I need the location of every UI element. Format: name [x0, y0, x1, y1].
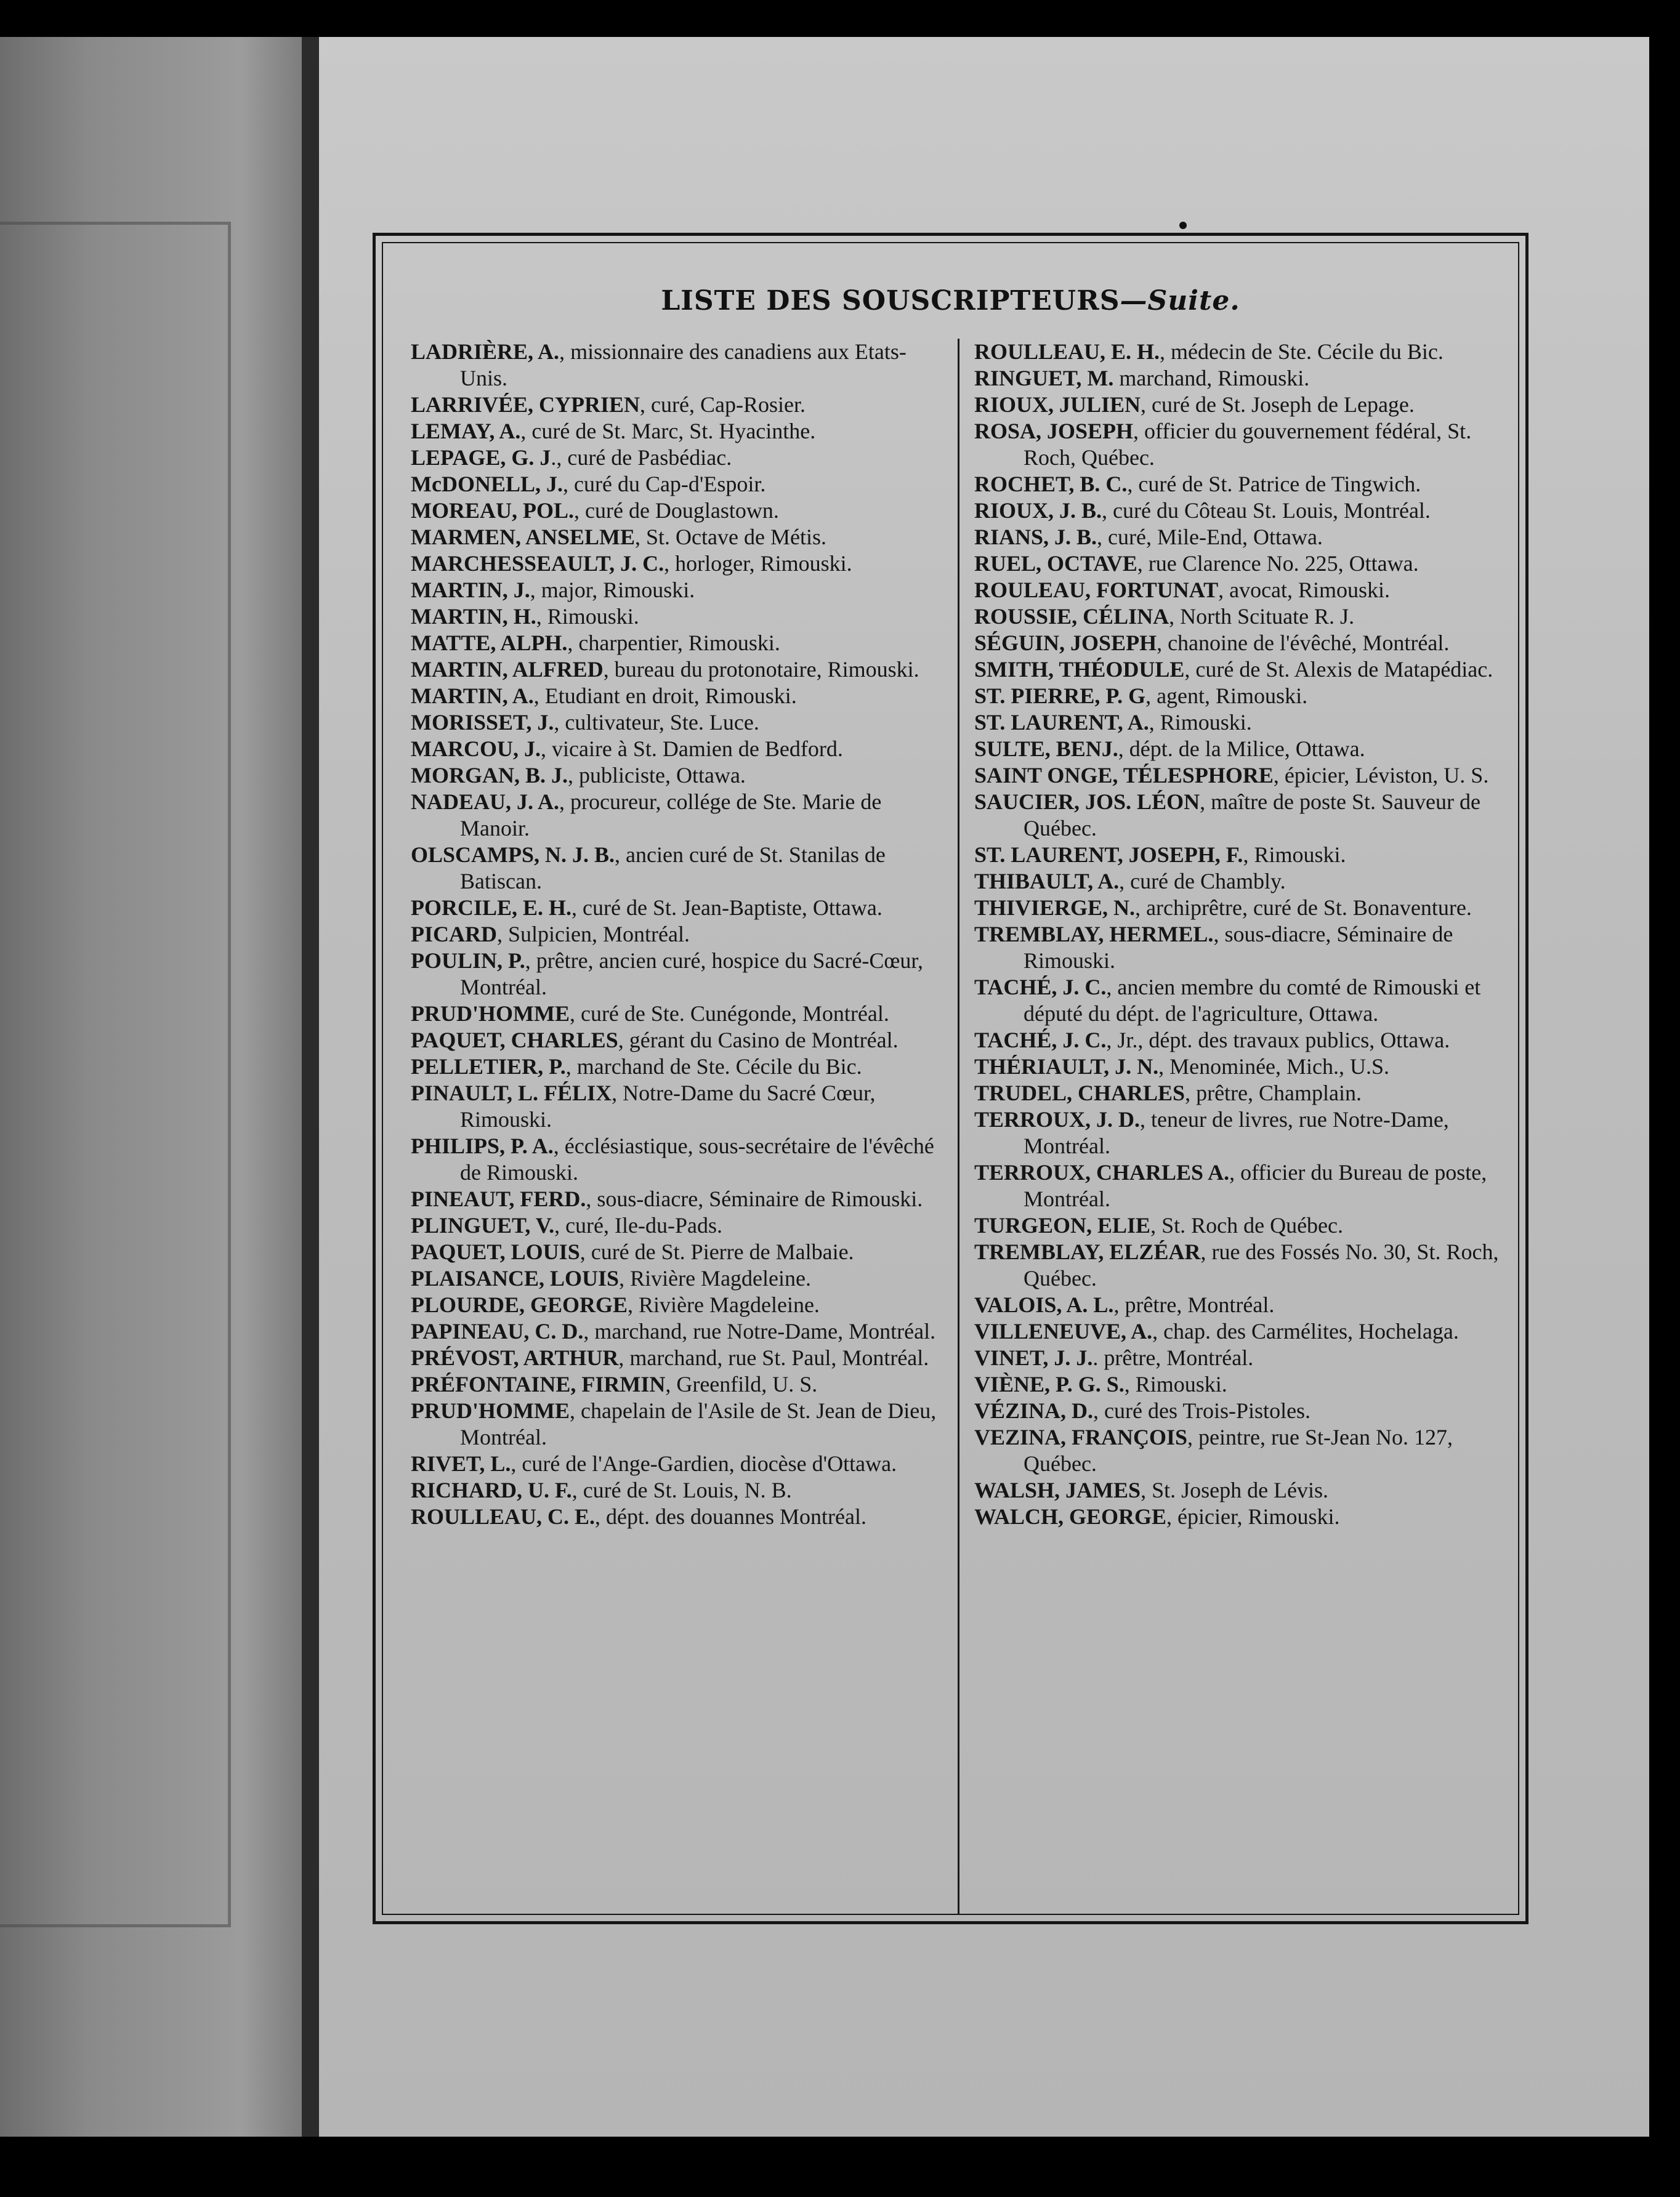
subscriber-name: ROULLEAU, E. H.	[974, 339, 1160, 364]
subscriber-details: , North Scituate R. J.	[1169, 604, 1355, 629]
subscriber-name: PRUD'HOMME	[411, 1398, 570, 1423]
subscriber-name: PAQUET, LOUIS	[411, 1240, 580, 1264]
subscriber-details: , Sulpicien, Montréal.	[497, 922, 690, 946]
subscriber-entry	[974, 1345, 1504, 1371]
subscriber-entry	[974, 471, 1504, 498]
subscriber-entry	[411, 921, 940, 948]
subscriber-details: , gérant du Casino de Montréal.	[618, 1028, 899, 1052]
column-divider	[958, 339, 959, 1915]
subscriber-details: , prêtre, Montréal.	[1113, 1292, 1275, 1317]
subscriber-entry	[974, 577, 1504, 603]
subscriber-name: POULIN, P.	[411, 948, 525, 973]
subscriber-details: , marchand, rue Notre-Dame, Montréal.	[583, 1319, 936, 1344]
subscriber-details: , ancien curé de St. Stanilas de Batiscan.	[460, 842, 886, 893]
subscriber-details: , épicier, Léviston, U. S.	[1273, 763, 1489, 788]
subscriber-name: PAPINEAU, C. D.	[411, 1319, 584, 1344]
title-suffix: —Suite.	[1120, 285, 1240, 316]
subscriber-details: , St. Joseph de Lévis.	[1141, 1478, 1329, 1502]
subscriber-details: , horloger, Rimouski.	[664, 551, 852, 576]
subscriber-name: TERROUX, J. D.	[974, 1107, 1141, 1132]
subscriber-name: LADRIÈRE, A.	[411, 339, 560, 364]
subscriber-entry	[974, 550, 1504, 577]
subscriber-entry	[974, 1107, 1504, 1159]
subscriber-details: , curé de St. Alexis de Matapédiac.	[1184, 657, 1493, 682]
subscriber-name: NADEAU, J. A.	[411, 789, 560, 814]
subscriber-name: PELLETIER, P.	[411, 1054, 566, 1079]
subscriber-name: SAUCIER, JOS. LÉON	[974, 789, 1200, 814]
subscriber-name: WALCH, GEORGE	[974, 1504, 1167, 1529]
subscriber-name: TERROUX, CHARLES A.	[974, 1160, 1230, 1185]
subscriber-entry	[411, 1451, 940, 1477]
subscriber-entry	[974, 683, 1504, 709]
subscriber-name: PLAISANCE, LOUIS	[411, 1266, 620, 1291]
subscriber-details: , curé de St. Jean-Baptiste, Ottawa.	[571, 895, 882, 920]
subscriber-entry	[974, 630, 1504, 656]
subscriber-details: , sous-diacre, Séminaire de Rimouski.	[1024, 922, 1453, 973]
subscriber-details: , sous-diacre, Séminaire de Rimouski.	[586, 1187, 923, 1211]
subscriber-details: , publiciste, Ottawa.	[568, 763, 746, 788]
subscriber-name: PINAULT, L. FÉLIX	[411, 1081, 612, 1105]
subscriber-details: , curé de Douglastown.	[574, 498, 779, 523]
subscriber-name: LARRIVÉE, CYPRIEN	[411, 392, 640, 417]
subscriber-details: , Rivière Magdeleine.	[628, 1292, 820, 1317]
subscriber-details: , rue des Fossés No. 30, St. Roch, Québec.	[1024, 1240, 1499, 1291]
subscriber-entry	[411, 392, 940, 418]
adjacent-page-frame	[0, 222, 231, 1927]
subscriber-name: ROUSSIE, CÉLINA	[974, 604, 1169, 629]
subscriber-details: , St. Roch de Québec.	[1150, 1213, 1344, 1238]
adjacent-page	[0, 37, 302, 2137]
subscriber-name: TRUDEL, CHARLES	[974, 1081, 1185, 1105]
subscriber-details: , curé, Mile-End, Ottawa.	[1097, 525, 1323, 549]
subscriber-name: PRUD'HOMME	[411, 1001, 570, 1026]
subscriber-name: ST. PIERRE, P. G	[974, 683, 1146, 708]
subscriber-name: ROULLEAU, C. E.	[411, 1504, 596, 1529]
subscriber-entry	[974, 1371, 1504, 1398]
subscriber-entry	[411, 1292, 940, 1318]
left-column	[411, 339, 940, 1530]
ink-dot	[1179, 222, 1187, 229]
subscriber-entry	[411, 603, 940, 630]
subscriber-details: , Rimouski.	[1243, 842, 1346, 867]
subscriber-entry	[974, 1212, 1504, 1239]
title-text: LISTE DES SOUSCRIPTEURS	[661, 285, 1120, 316]
subscriber-name: SÉGUIN, JOSEPH	[974, 631, 1157, 655]
subscriber-name: THIVIERGE, N.	[974, 895, 1136, 920]
subscriber-name: MORISSET, J.	[411, 710, 554, 735]
subscriber-name: MARMEN, ANSELME	[411, 525, 636, 549]
subscriber-details: , marchand de Ste. Cécile du Bic.	[565, 1054, 862, 1079]
page-title	[383, 285, 1518, 316]
subscriber-entry	[974, 339, 1504, 365]
subscriber-name: ST. LAURENT, A.	[974, 710, 1149, 735]
subscriber-entry	[411, 1398, 940, 1451]
subscriber-name: MARTIN, A.	[411, 683, 534, 708]
subscriber-entry	[974, 365, 1504, 392]
subscriber-entry	[974, 418, 1504, 471]
subscriber-entry	[411, 1265, 940, 1292]
subscriber-name: ROSA, JOSEPH	[974, 419, 1134, 443]
subscriber-details: , Rimouski.	[1149, 710, 1252, 735]
subscriber-entry	[411, 1027, 940, 1054]
subscriber-entry	[974, 1318, 1504, 1345]
subscriber-details: ., curé de Pasbédiac.	[551, 445, 732, 470]
subscriber-name: PAQUET, CHARLES	[411, 1028, 618, 1052]
subscriber-list-inner-frame	[382, 242, 1519, 1915]
subscriber-entry	[974, 1477, 1504, 1504]
subscriber-details: , missionnaire des canadiens aux Etats-Unis.	[460, 339, 907, 390]
subscriber-details: , dépt. de la Milice, Ottawa.	[1118, 736, 1365, 761]
subscriber-name: RINGUET, M.	[974, 366, 1114, 390]
subscriber-name: VALOIS, A. L.	[974, 1292, 1114, 1317]
subscriber-entry	[411, 1371, 940, 1398]
subscriber-details: , chap. des Carmélites, Hochelaga.	[1152, 1319, 1459, 1344]
subscriber-entry	[411, 339, 940, 392]
subscriber-entry	[974, 524, 1504, 550]
subscriber-entry	[411, 445, 940, 471]
subscriber-entry	[411, 1133, 940, 1186]
subscriber-name: SULTE, BENJ.	[974, 736, 1118, 761]
subscriber-details: , peintre, rue St-Jean No. 127, Québec.	[1024, 1425, 1453, 1476]
subscriber-name: MORGAN, B. J.	[411, 763, 568, 788]
subscriber-entry	[974, 921, 1504, 974]
subscriber-entry	[974, 1398, 1504, 1424]
subscriber-entry	[411, 1212, 940, 1239]
subscriber-name: PICARD	[411, 922, 497, 946]
subscriber-details: , archiprêtre, curé de St. Bonaventure.	[1135, 895, 1472, 920]
subscriber-name: RIOUX, J. B.	[974, 498, 1102, 523]
subscriber-name: MARTIN, H.	[411, 604, 536, 629]
subscriber-details: , curé des Trois-Pistoles.	[1093, 1398, 1311, 1423]
subscriber-entry	[974, 736, 1504, 762]
subscriber-details: , St. Octave de Métis.	[635, 525, 826, 549]
subscriber-details: , curé de St. Marc, St. Hyacinthe.	[520, 419, 816, 443]
subscriber-details: , Greenfild, U. S.	[665, 1372, 818, 1397]
subscriber-name: PORCILE, E. H.	[411, 895, 572, 920]
subscriber-name: LEMAY, A.	[411, 419, 521, 443]
subscriber-entry	[411, 709, 940, 736]
subscriber-entry	[411, 656, 940, 683]
subscriber-entry	[974, 1504, 1504, 1530]
subscriber-details: , curé de St. Pierre de Malbaie.	[580, 1240, 854, 1264]
subscriber-list-frame	[373, 233, 1529, 1924]
subscriber-details: , curé de Ste. Cunégonde, Montréal.	[569, 1001, 889, 1026]
subscriber-entry	[974, 1027, 1504, 1054]
subscriber-entry	[974, 762, 1504, 789]
subscriber-entry	[974, 603, 1504, 630]
subscriber-details: , Rivière Magdeleine.	[619, 1266, 811, 1291]
subscriber-entry	[411, 471, 940, 498]
subscriber-details: , Menominée, Mich., U.S.	[1158, 1054, 1390, 1079]
subscriber-name: ROULEAU, FORTUNAT	[974, 578, 1219, 602]
subscriber-entry	[411, 1054, 940, 1080]
subscriber-entry	[974, 1080, 1504, 1107]
subscriber-details: , prêtre, ancien curé, hospice du Sacré-Cœur, Montréal.	[460, 948, 923, 999]
subscriber-entry	[411, 1345, 940, 1371]
subscriber-entry	[974, 895, 1504, 921]
subscriber-name: MARCHESSEAULT, J. C.	[411, 551, 664, 576]
subscriber-entry	[411, 1080, 940, 1133]
subscriber-details: , Notre-Dame du Sacré Cœur, Rimouski.	[460, 1081, 876, 1132]
subscriber-name: RIVET, L.	[411, 1451, 511, 1476]
subscriber-entry	[411, 895, 940, 921]
subscriber-details: , curé de St. Joseph de Lepage.	[1141, 392, 1415, 417]
subscriber-details: , curé de St. Patrice de Tingwich.	[1127, 472, 1421, 496]
subscriber-name: VEZINA, FRANÇOIS	[974, 1425, 1188, 1449]
subscriber-name: TACHÉ, J. C.	[974, 975, 1107, 999]
subscriber-name: VÉZINA, D.	[974, 1398, 1094, 1423]
subscriber-details: , major, Rimouski.	[530, 578, 695, 602]
subscriber-entry	[411, 498, 940, 524]
subscriber-name: RUEL, OCTAVE	[974, 551, 1137, 576]
subscriber-name: TREMBLAY, ELZÉAR	[974, 1240, 1201, 1264]
subscriber-details: , Rimouski.	[1124, 1372, 1227, 1397]
subscriber-details: , Jr., dépt. des travaux publics, Ottawa.	[1106, 1028, 1450, 1052]
subscriber-name: VILLENEUVE, A.	[974, 1319, 1153, 1344]
subscriber-details: , curé, Cap-Rosier.	[640, 392, 806, 417]
subscriber-details: , bureau du protonotaire, Rimouski.	[603, 657, 919, 682]
subscriber-details: , prêtre, Champlain.	[1185, 1081, 1362, 1105]
subscriber-entry	[974, 1424, 1504, 1477]
subscriber-name: MARCOU, J.	[411, 736, 541, 761]
subscriber-details: , curé de l'Ange-Gardien, diocèse d'Ottawa.	[511, 1451, 897, 1476]
subscriber-details: , Rimouski.	[536, 604, 639, 629]
subscriber-name: PINEAUT, FERD.	[411, 1187, 586, 1211]
subscriber-name: SMITH, THÉODULE	[974, 657, 1185, 682]
subscriber-name: SAINT ONGE, TÉLESPHORE	[974, 763, 1274, 788]
subscriber-details: , maître de poste St. Sauveur de Québec.	[1024, 789, 1480, 841]
subscriber-name: RICHARD, U. F.	[411, 1478, 572, 1502]
subscriber-entry	[974, 842, 1504, 868]
subscriber-details: , procureur, collége de Ste. Marie de Manoir.	[460, 789, 882, 841]
page-gutter	[302, 37, 319, 2137]
subscriber-details: , rue Clarence No. 225, Ottawa.	[1137, 551, 1419, 576]
subscriber-name: TURGEON, ELIE	[974, 1213, 1151, 1238]
subscriber-details: , curé du Cap-d'Espoir.	[563, 472, 766, 496]
subscriber-entry	[411, 736, 940, 762]
subscriber-details: , avocat, Rimouski.	[1218, 578, 1391, 602]
right-column	[974, 339, 1504, 1530]
subscriber-name: RIANS, J. B.	[974, 525, 1097, 549]
subscriber-details: , médecin de Ste. Cécile du Bic.	[1160, 339, 1444, 364]
subscriber-entry	[411, 789, 940, 842]
subscriber-details: , charpentier, Rimouski.	[567, 631, 780, 655]
subscriber-entry	[411, 524, 940, 550]
subscriber-name: LEPAGE, G. J	[411, 445, 551, 470]
subscriber-details: , écclésiastique, sous-secrétaire de l'évêché de Rimouski.	[460, 1134, 934, 1185]
subscriber-entry	[974, 656, 1504, 683]
subscriber-details: , officier du Bureau de poste, Montréal.	[1024, 1160, 1487, 1211]
subscriber-name: ROCHET, B. C.	[974, 472, 1128, 496]
subscriber-name: MARTIN, J.	[411, 578, 530, 602]
subscriber-details: marchand, Rimouski.	[1113, 366, 1310, 390]
subscriber-entry	[411, 1477, 940, 1504]
subscriber-name: PLOURDE, GEORGE	[411, 1292, 628, 1317]
subscriber-details: , ancien membre du comté de Rimouski et député du dépt. de l'agriculture, Ottawa.	[1024, 975, 1481, 1026]
subscriber-name: THÉRIAULT, J. N.	[974, 1054, 1159, 1079]
subscriber-entry	[411, 1239, 940, 1265]
subscriber-details: , curé de Chambly.	[1119, 869, 1286, 893]
subscriber-details: , agent, Rimouski.	[1145, 683, 1308, 708]
subscriber-entry	[411, 683, 940, 709]
subscriber-name: PHILIPS, P. A.	[411, 1134, 554, 1158]
subscriber-details: , cultivateur, Ste. Luce.	[554, 710, 759, 735]
subscriber-name: MARTIN, ALFRED	[411, 657, 604, 682]
subscriber-details: , curé, Ile-du-Pads.	[554, 1213, 722, 1238]
subscriber-details: , curé de St. Louis, N. B.	[571, 1478, 792, 1502]
subscriber-name: THIBAULT, A.	[974, 869, 1120, 893]
subscriber-name: MATTE, ALPH.	[411, 631, 568, 655]
subscriber-name: PLINGUET, V.	[411, 1213, 555, 1238]
subscriber-details: . prêtre, Montréal.	[1092, 1345, 1254, 1370]
subscriber-name: ST. LAURENT, JOSEPH, F.	[974, 842, 1243, 867]
subscriber-details: , curé du Côteau St. Louis, Montréal.	[1102, 498, 1431, 523]
subscriber-entry	[411, 762, 940, 789]
subscriber-entry	[974, 789, 1504, 842]
subscriber-entry	[974, 1239, 1504, 1292]
subscriber-name: PRÉFONTAINE, FIRMIN	[411, 1372, 666, 1397]
subscriber-name: VIÈNE, P. G. S.	[974, 1372, 1125, 1397]
subscriber-entry	[411, 1504, 940, 1530]
subscriber-entry	[974, 974, 1504, 1027]
subscriber-entry	[974, 868, 1504, 895]
subscriber-entry	[974, 1292, 1504, 1318]
subscriber-name: MOREAU, POL.	[411, 498, 574, 523]
subscriber-name: TREMBLAY, HERMEL.	[974, 922, 1214, 946]
subscriber-details: , chanoine de l'évêché, Montréal.	[1157, 631, 1450, 655]
subscriber-details: , marchand, rue St. Paul, Montréal.	[618, 1345, 929, 1370]
subscriber-entry	[411, 1186, 940, 1212]
subscriber-name: RIOUX, JULIEN	[974, 392, 1141, 417]
subscriber-entry	[411, 630, 940, 656]
subscriber-name: PRÉVOST, ARTHUR	[411, 1345, 619, 1370]
subscriber-entry	[974, 1159, 1504, 1212]
subscriber-entry	[411, 577, 940, 603]
subscriber-entry	[411, 842, 940, 895]
subscriber-entry	[974, 709, 1504, 736]
subscriber-details: , dépt. des douannes Montréal.	[595, 1504, 866, 1529]
subscriber-entry	[411, 1001, 940, 1027]
subscriber-entry	[974, 1054, 1504, 1080]
subscriber-details: , officier du gouvernement fédéral, St. Roch, Québec.	[1024, 419, 1472, 470]
subscriber-details: , épicier, Rimouski.	[1166, 1504, 1340, 1529]
subscriber-entry	[411, 948, 940, 1001]
subscriber-details: , chapelain de l'Asile de St. Jean de Dieu, Montréal.	[460, 1398, 937, 1449]
subscriber-entry	[411, 550, 940, 577]
subscriber-name: VINET, J. J.	[974, 1345, 1093, 1370]
subscriber-entry	[974, 498, 1504, 524]
subscriber-details: , vicaire à St. Damien de Bedford.	[540, 736, 843, 761]
subscriber-entry	[411, 1318, 940, 1345]
subscriber-details: , teneur de livres, rue Notre-Dame, Montréal.	[1024, 1107, 1449, 1158]
subscriber-entry	[974, 392, 1504, 418]
subscriber-name: McDONELL, J.	[411, 472, 563, 496]
subscriber-details: , Etudiant en droit, Rimouski.	[533, 683, 797, 708]
subscriber-name: TACHÉ, J. C.	[974, 1028, 1107, 1052]
subscriber-name: WALSH, JAMES	[974, 1478, 1141, 1502]
subscriber-entry	[411, 418, 940, 445]
subscriber-name: OLSCAMPS, N. J. B.	[411, 842, 615, 867]
